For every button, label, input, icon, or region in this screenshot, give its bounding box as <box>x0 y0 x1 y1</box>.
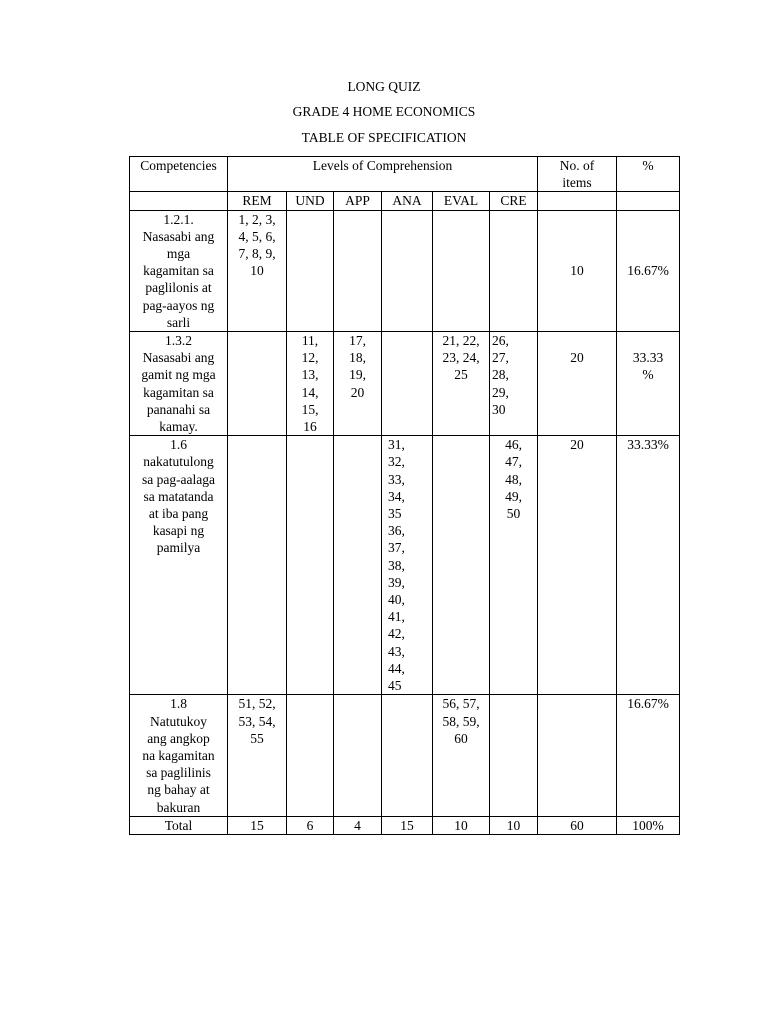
competency-cell: 1.8 Natutukoy ang angkop na kagamitan sa paglilinis ng bahay at bakuran <box>130 695 228 816</box>
competency-cell: 1.2.1. Nasasabi ang mga kagamitan sa paglilonis at pag-aayos ng sarli <box>130 210 228 331</box>
eval-cell <box>433 210 490 331</box>
cre-cell: 26, 27, 28, 29, 30 <box>490 332 538 436</box>
ana-cell <box>382 210 433 331</box>
percent-cell: 16.67% <box>617 210 680 331</box>
level-und: UND <box>287 192 334 210</box>
rem-cell <box>228 332 287 436</box>
percent-cell: 33.33 % <box>617 332 680 436</box>
und-cell <box>287 436 334 695</box>
und-cell <box>287 210 334 331</box>
cre-cell: 46, 47, 48, 49, 50 <box>490 436 538 695</box>
competency-cell: 1.6 nakatutulong sa pag-aalaga sa matatanda at iba pang kasapi ng pamilya <box>130 436 228 695</box>
ana-cell: 31, 32, 33, 34, 35 36, 37, 38, 39, 40, 41, 42, 43, 44, 45 <box>382 436 433 695</box>
percent-cell: 16.67% <box>617 695 680 816</box>
cre-cell <box>490 210 538 331</box>
total-app: 4 <box>334 816 382 834</box>
header-row <box>130 157 680 192</box>
level-eval: EVAL <box>433 192 490 210</box>
total-ana: 15 <box>382 816 433 834</box>
total-und: 6 <box>287 816 334 834</box>
und-cell: 11, 12, 13, 14, 15, 16 <box>287 332 334 436</box>
levels-row <box>130 192 680 210</box>
total-label: Total <box>130 816 228 834</box>
total-cre: 10 <box>490 816 538 834</box>
rem-cell: 51, 52, 53, 54, 55 <box>228 695 287 816</box>
header-percent: % <box>617 157 680 192</box>
header-competencies: Competencies <box>130 157 228 192</box>
eval-cell <box>433 436 490 695</box>
eval-cell: 21, 22, 23, 24, 25 <box>433 332 490 436</box>
app-cell <box>334 695 382 816</box>
specification-table <box>129 156 680 835</box>
total-eval: 10 <box>433 816 490 834</box>
percent-cell: 33.33% <box>617 436 680 695</box>
items-cell: 10 <box>538 210 617 331</box>
items-cell <box>538 695 617 816</box>
eval-cell: 56, 57, 58, 59, 60 <box>433 695 490 816</box>
total-rem: 15 <box>228 816 287 834</box>
total-row <box>130 816 680 834</box>
items-cell: 20 <box>538 332 617 436</box>
level-cre: CRE <box>490 192 538 210</box>
levels-blank-percent <box>617 192 680 210</box>
cre-cell <box>490 695 538 816</box>
total-items: 60 <box>538 816 617 834</box>
header-levels: Levels of Comprehension <box>228 157 538 192</box>
table-row <box>130 332 680 436</box>
ana-cell <box>382 695 433 816</box>
app-cell: 17, 18, 19, 20 <box>334 332 382 436</box>
table-row <box>130 695 680 816</box>
level-app: APP <box>334 192 382 210</box>
competency-cell: 1.3.2 Nasasabi ang gamit ng mga kagamitan sa pananahi sa kamay. <box>130 332 228 436</box>
subject-title: GRADE 4 HOME ECONOMICS <box>292 104 476 119</box>
rem-cell <box>228 436 287 695</box>
level-rem: REM <box>228 192 287 210</box>
items-cell: 20 <box>538 436 617 695</box>
und-cell <box>287 695 334 816</box>
table-row <box>130 436 680 695</box>
levels-blank <box>130 192 228 210</box>
header-no-items: No. of items <box>538 157 617 192</box>
app-cell <box>334 436 382 695</box>
table-title: TABLE OF SPECIFICATION <box>301 130 467 145</box>
total-percent: 100% <box>617 816 680 834</box>
rem-cell: 1, 2, 3, 4, 5, 6, 7, 8, 9, 10 <box>228 210 287 331</box>
quiz-title: LONG QUIZ <box>347 79 421 94</box>
app-cell <box>334 210 382 331</box>
level-ana: ANA <box>382 192 433 210</box>
table-row <box>130 210 680 331</box>
levels-blank-items <box>538 192 617 210</box>
ana-cell <box>382 332 433 436</box>
